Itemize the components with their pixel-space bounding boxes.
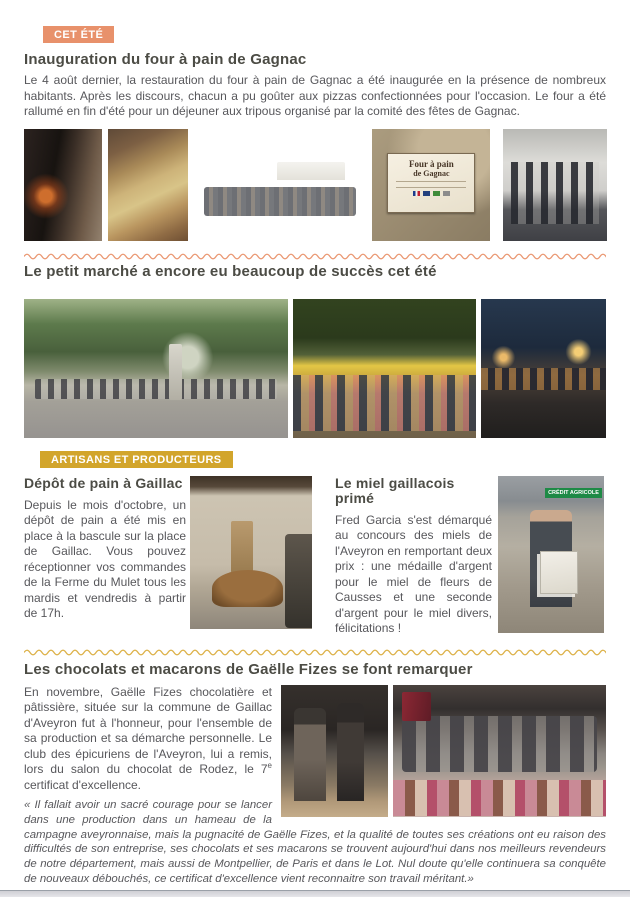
photo-chocolatier-duo xyxy=(281,685,388,817)
photo-pizza-trays xyxy=(108,129,188,241)
paragraph-chocolats-part2: certificat d'excellence. xyxy=(24,777,142,792)
wavy-divider-gold xyxy=(24,647,606,656)
photo-market-night xyxy=(481,299,606,438)
credit-agricole-banner: CRÉDIT AGRICOLE xyxy=(545,488,602,498)
photo-bread-depot-room xyxy=(190,476,312,629)
wavy-divider-salmon xyxy=(24,251,606,260)
paragraph-chocolats-part1: En novembre, Gaëlle Fizes chocolatière et pâtissière, située sur la commune de Gaillac d'Aveyron fut à l'honneur, pour l'ensemble de sa production et sa démarche personnelle. Le club des épicuriens de l'Aveyron, lui a remis, lors du salon du chocolat de Rodez, le 7 xyxy=(24,684,272,776)
artisans-columns xyxy=(24,476,606,637)
section-cet-ete xyxy=(24,25,606,241)
plaque-title-line1: Four à pain xyxy=(408,159,454,170)
heading-petit-marche: Le petit marché a encore eu beaucoup de succès cet été xyxy=(24,262,437,280)
photo-stone-wall-plaque xyxy=(372,129,490,241)
page-bottom-edge xyxy=(0,890,630,897)
green-logo-icon xyxy=(433,191,440,196)
photo-market-yellow-stalls xyxy=(293,299,476,438)
section-chocolats-macarons xyxy=(24,662,606,887)
heading-depot-pain: Dépôt de pain à Gaillac xyxy=(24,474,183,491)
heading-miel-gaillacois: Le miel gaillacois primé xyxy=(335,474,455,506)
paragraph-inauguration-four: Le 4 août dernier, la restauration du four à pain de Gagnac a été inaugurée en la présence de nombreux habitants. Après les discours, chacun a pu goûter aux pizzas confectionnées pour l'occasion. Le four a été rallumé en fin d'été pour un déjeuner aux tripous organisé par la comité des fêtes de Gagnac. xyxy=(24,73,606,118)
photo-epicuriens-group xyxy=(393,685,606,817)
quote-epicuriens: « Il fallait avoir un sacré courage pour se lancer dans une production dans un hameau de la campagne aveyronnaise, mais la pugnacité de Gaëlle Fizes, et la qualité de toutes ses créations ont eu raison des difficultés de son entreprise, ses chocolats et ses macarons se trouvent aujourd'hui dans nos meilleurs revendeurs de notre département, mais aussi de Montpellier, de Paris et dans le Lot. Nul doute qu'elle continuera sa conquête de nouveaux débouchés, ce certificat d'excellence vient reconnaitre son travail méritant.» xyxy=(24,799,606,885)
plaque-title-line2: de Gagnac xyxy=(413,169,450,179)
photo-row-marche xyxy=(24,299,606,438)
photo-row-chocolats xyxy=(281,685,606,817)
photo-bread-oven-fire xyxy=(24,129,102,241)
red-curtain xyxy=(402,692,432,721)
photo-village-square-crowd-tent xyxy=(194,129,366,241)
plaque-logos xyxy=(388,191,474,196)
section-badge-cet-ete: CET ÉTÉ xyxy=(43,26,114,43)
blue-logo-icon xyxy=(423,191,430,196)
bread-depot-column xyxy=(24,476,186,637)
photo-row-inauguration xyxy=(24,129,606,241)
superscript-e: e xyxy=(267,761,272,770)
paragraph-depot-pain: Depuis le mois d'octobre, un dépôt de pain a été mis en place à la bascule sur la place de Gaillac. Vous pouvez réceptionner vos commandes de la Ferme du Mulet tous les mardis et vendredis à partir de 17h. xyxy=(24,497,186,620)
honey-column xyxy=(335,476,492,637)
paragraph-miel-gaillacois: Fred Garcia s'est démarqué au concours des miels de l'Aveyron en remportant deux prix : une médaille d'argent pour le miel de fleurs de Causses et une seconde d'argent pour le miel divers, félicitations ! xyxy=(335,512,492,635)
heading-chocolats-macarons: Les chocolats et macarons de Gaëlle Fizes se font remarquer xyxy=(24,660,473,678)
photo-honey-winner xyxy=(498,476,604,633)
section-badge-artisans: ARTISANS ET PRODUCTEURS xyxy=(40,451,233,468)
photo-market-daytime xyxy=(24,299,288,438)
heading-inauguration-four: Inauguration du four à pain de Gagnac xyxy=(24,51,307,68)
photo-speech-under-tent xyxy=(503,129,607,241)
paper-bags xyxy=(231,521,253,573)
section-petit-marche xyxy=(24,264,606,438)
gray-logo-icon xyxy=(443,191,450,196)
section-artisans-producteurs xyxy=(24,450,606,637)
four-a-pain-plaque xyxy=(387,153,475,213)
french-flag-logo-icon xyxy=(413,191,420,196)
plaque-small-text xyxy=(396,181,466,188)
